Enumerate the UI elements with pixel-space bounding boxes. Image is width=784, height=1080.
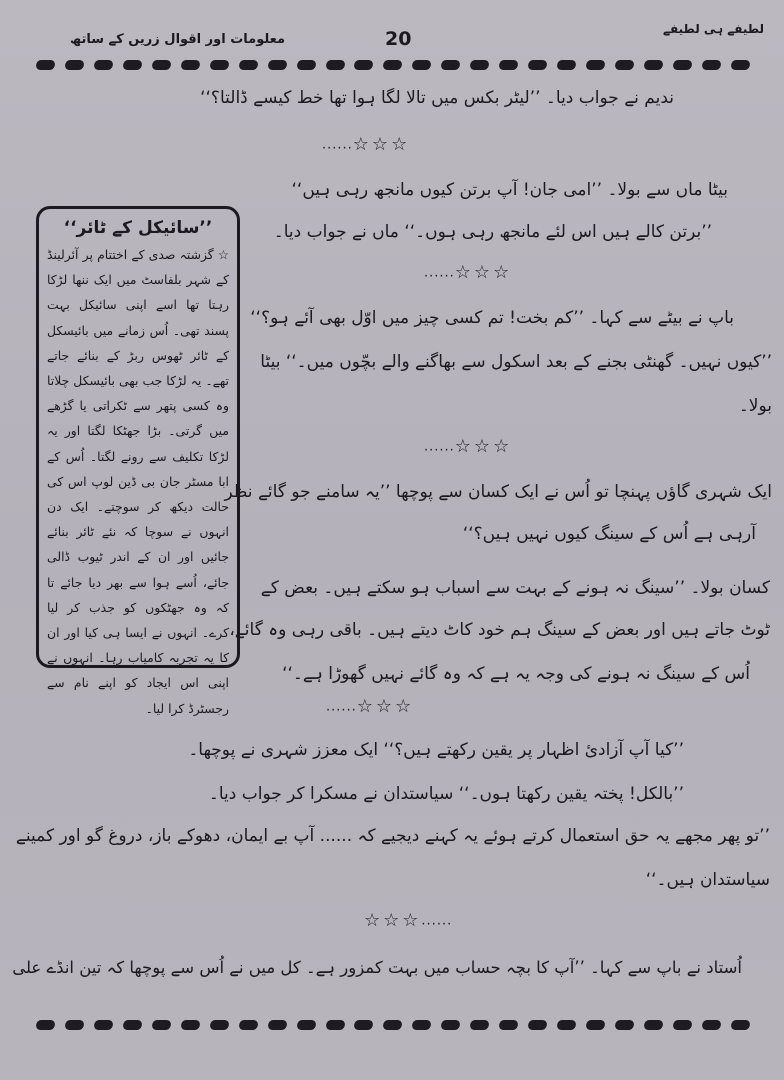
separator-dots: ...... bbox=[322, 137, 353, 153]
stars-icon: ☆☆☆ bbox=[364, 910, 422, 931]
star-separator-5 bbox=[364, 910, 452, 931]
decorative-border-top bbox=[36, 54, 750, 76]
joke-6-line-1: اُستاد نے باپ سے کہا۔ ’’آپ کا بچہ حساب میں بہت کمزور ہے۔ کل میں نے اُس سے پوچھا کہ تین انڈے علی bbox=[12, 958, 742, 977]
header-book-title: لطیفے ہی لطیفے bbox=[662, 22, 764, 36]
stars-icon: ☆☆☆ bbox=[454, 262, 513, 283]
border-ornament-icon bbox=[179, 1020, 201, 1030]
border-ornament-icon bbox=[671, 1020, 693, 1030]
border-ornament-icon bbox=[613, 60, 635, 70]
border-ornament-icon bbox=[324, 60, 346, 70]
decorative-border-bottom bbox=[36, 1014, 750, 1036]
joke-1-line-1: ندیم نے جواب دیا۔ ’’لیٹر بکس میں تالا لگا ہوا تھا خط کیسے ڈالتا؟‘‘ bbox=[200, 88, 674, 108]
border-ornament-icon bbox=[671, 60, 693, 70]
separator-dots: ...... bbox=[421, 913, 453, 929]
star-separator-4 bbox=[326, 696, 414, 717]
border-ornament-icon bbox=[382, 1020, 404, 1030]
border-ornament-icon bbox=[63, 1020, 85, 1030]
joke-4-line-4: ٹوٹ جاتے ہیں اور بعض کے سینگ ہم خود کاٹ دیتے ہیں۔ باقی رہی وہ گائے، bbox=[229, 620, 770, 640]
border-ornament-icon bbox=[556, 60, 578, 70]
border-ornament-icon bbox=[121, 60, 143, 70]
border-ornament-icon bbox=[266, 60, 288, 70]
border-ornament-icon bbox=[237, 1020, 259, 1030]
border-ornament-icon bbox=[729, 60, 751, 70]
border-ornament-icon bbox=[353, 1020, 375, 1030]
star-separator-2 bbox=[424, 262, 512, 283]
border-ornament-icon bbox=[584, 1020, 606, 1030]
border-ornament-icon bbox=[613, 1020, 635, 1030]
border-ornament-icon bbox=[34, 60, 56, 70]
border-ornament-icon bbox=[150, 60, 172, 70]
border-ornament-icon bbox=[700, 1020, 722, 1030]
border-ornament-icon bbox=[237, 60, 259, 70]
page-number: 20 bbox=[385, 28, 412, 50]
border-ornament-icon bbox=[584, 60, 606, 70]
border-ornament-icon bbox=[498, 1020, 520, 1030]
border-ornament-icon bbox=[208, 1020, 230, 1030]
star-separator-1 bbox=[322, 134, 410, 155]
border-ornament-icon bbox=[469, 60, 491, 70]
joke-3-line-2: ’’کیوں نہیں۔ گھنٹی بجنے کے بعد اسکول سے بھاگنے والے بچّوں میں۔‘‘ بیٹا bbox=[260, 352, 772, 372]
border-ornament-icon bbox=[700, 60, 722, 70]
border-ornament-icon bbox=[440, 1020, 462, 1030]
border-ornament-icon bbox=[208, 60, 230, 70]
border-ornament-icon bbox=[179, 60, 201, 70]
border-ornament-icon bbox=[440, 60, 462, 70]
star-separator-3 bbox=[424, 436, 512, 457]
joke-3-line-3: بولا۔ bbox=[738, 396, 772, 416]
border-ornament-icon bbox=[34, 1020, 56, 1030]
border-ornament-icon bbox=[324, 1020, 346, 1030]
sidebar-title: ’’سائیکل کے ٹائر‘‘ bbox=[63, 218, 213, 238]
joke-4-line-3: کسان بولا۔ ’’سینگ نہ ہونے کے بہت سے اسباب ہو سکتے ہیں۔ بعض کے bbox=[260, 578, 770, 598]
border-ornament-icon bbox=[382, 60, 404, 70]
separator-dots: ...... bbox=[424, 439, 455, 455]
border-ornament-icon bbox=[411, 1020, 433, 1030]
border-ornament-icon bbox=[729, 1020, 751, 1030]
separator-dots: ...... bbox=[326, 699, 357, 715]
border-ornament-icon bbox=[121, 1020, 143, 1030]
header-book-subtitle: معلومات اور اقوال زریں کے ساتھ bbox=[70, 32, 286, 47]
border-ornament-icon bbox=[642, 1020, 664, 1030]
border-ornament-icon bbox=[150, 1020, 172, 1030]
border-ornament-icon bbox=[469, 1020, 491, 1030]
border-ornament-icon bbox=[556, 1020, 578, 1030]
border-ornament-icon bbox=[92, 60, 114, 70]
border-ornament-icon bbox=[642, 60, 664, 70]
border-ornament-icon bbox=[353, 60, 375, 70]
joke-4-line-1: ایک شہری گاؤں پہنچا تو اُس نے ایک کسان سے پوچھا ’’یہ سامنے جو گائے نظر bbox=[224, 482, 772, 502]
border-ornament-icon bbox=[295, 1020, 317, 1030]
joke-4-line-2: آرہی ہے اُس کے سینگ کیوں نہیں ہیں؟‘‘ bbox=[462, 524, 756, 544]
stars-icon: ☆☆☆ bbox=[454, 436, 513, 457]
joke-5-line-4: سیاستدان ہیں۔‘‘ bbox=[645, 870, 770, 890]
sidebar-box-bicycle-tyres bbox=[36, 206, 240, 716]
border-ornament-icon bbox=[92, 1020, 114, 1030]
joke-2-line-2: ’’برتن کالے ہیں اس لئے مانجھ رہی ہوں۔‘‘ ماں نے جواب دیا۔ bbox=[273, 222, 712, 242]
joke-4-line-5: اُس کے سینگ نہ ہونے کی وجہ یہ ہے کہ وہ گائے نہیں گھوڑا ہے۔‘‘ bbox=[282, 664, 750, 684]
joke-5-line-2: ’’بالکل! پختہ یقین رکھتا ہوں۔‘‘ سیاستدان نے مسکرا کر جواب دیا۔ bbox=[208, 784, 684, 804]
border-ornament-icon bbox=[295, 60, 317, 70]
joke-3-line-1: باپ نے بیٹے سے کہا۔ ’’کم بخت! تم کسی چیز میں اوّل بھی آئے ہو؟‘‘ bbox=[250, 308, 734, 328]
separator-dots: ...... bbox=[424, 265, 455, 281]
stars-icon: ☆☆☆ bbox=[356, 696, 415, 717]
joke-5-line-1: ’’کیا آپ آزادئ اظہار پر یقین رکھتے ہیں؟‘‘ ایک معزز شہری نے پوچھا۔ bbox=[188, 740, 684, 760]
border-ornament-icon bbox=[266, 1020, 288, 1030]
sidebar-text: ☆ گزشتہ صدی کے اختتام پر آئرلینڈ کے شہر بلفاسٹ میں ایک ننھا لڑکا رہتا تھا اسے اپنی سائیکل بہت پسند تھی۔ اُس زمانے میں بائیسکل کے ٹائر ٹھوس ربڑ کے بنائے جاتے تھے۔ یہ لڑکا جب بھی بائیسکل چلاتا وہ کسی پتھر سے ٹکراتی یا گڑھے میں گرتی۔ بڑا جھٹکا لگتا اور یہ لڑکا تکلیف سے رونے لگتا۔ اُس کے ابا مسٹر جان بی ڈین لوپ اس کی حالت دیکھ کر سوچتے۔ ایک دن انہوں نے سوچا کہ نئے ٹائر بنائے جائیں اور ان کے اندر ٹیوب ڈالی جائے، اُسے ہوا سے بھر دیا جائے تا کہ وہ جھٹکوں کو جذب کر لیا کرے۔ انہوں نے ایسا ہی کیا اور ان کا یہ تجربہ کامیاب رہا۔ انہوں نے اپنی اس ایجاد کو اپنے نام سے رجسٹرڈ کرا لیا۔ bbox=[47, 247, 229, 716]
joke-5-line-3: ’’تو پھر مجھے یہ حق استعمال کرتے ہوئے یہ کہنے دیجیے کہ ...... آپ بے ایمان، دھوکے باز، دروغ گو اور کمینے bbox=[15, 826, 770, 846]
stars-icon: ☆☆☆ bbox=[352, 134, 411, 155]
joke-2-line-1: بیٹا ماں سے بولا۔ ’’امی جان! آپ برتن کیوں مانجھ رہی ہیں‘‘ bbox=[291, 180, 728, 200]
border-ornament-icon bbox=[411, 60, 433, 70]
border-ornament-icon bbox=[527, 60, 549, 70]
border-ornament-icon bbox=[498, 60, 520, 70]
border-ornament-icon bbox=[527, 1020, 549, 1030]
border-ornament-icon bbox=[63, 60, 85, 70]
